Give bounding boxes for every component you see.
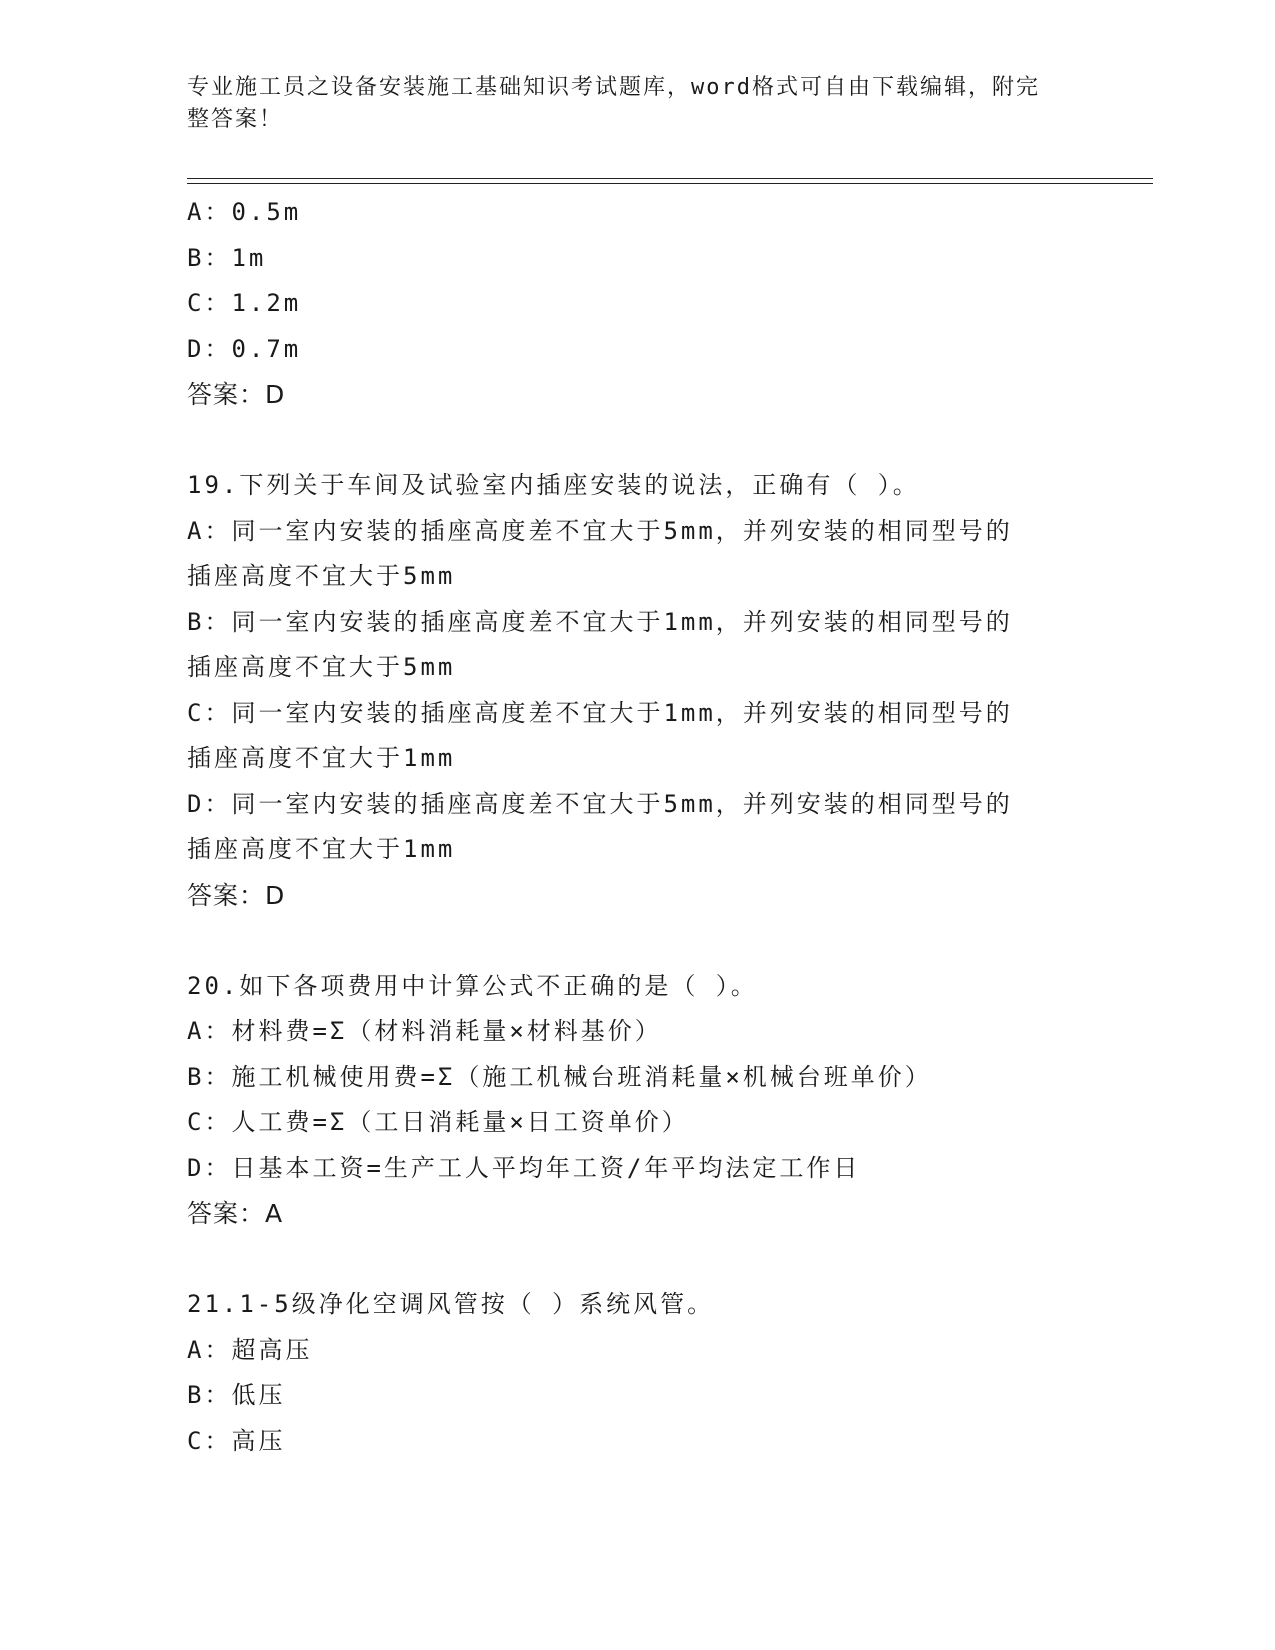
question-20 bbox=[187, 964, 1067, 1237]
q19-option-c-line1: C：同一室内安装的插座高度差不宜大于1mm，并列安装的相同型号的 bbox=[187, 698, 1013, 727]
header-rule-bottom bbox=[187, 183, 1153, 184]
question-21 bbox=[187, 1282, 1067, 1464]
q18-option-b: B：1m bbox=[187, 243, 267, 272]
spacer bbox=[187, 418, 1067, 464]
q19-option-c-line2: 插座高度不宜大于1mm bbox=[187, 744, 456, 772]
q21-question: 21.1-5级净化空调风管按（ ）系统风管。 bbox=[187, 1290, 715, 1318]
question-19 bbox=[187, 463, 1067, 918]
header-line-2: 整答案！ bbox=[187, 107, 284, 132]
q19-option-d-line2: 插座高度不宜大于1mm bbox=[187, 835, 456, 863]
q19-question: 19.下列关于车间及试验室内插座安装的说法，正确有（ ）。 bbox=[187, 471, 920, 499]
q20-option-b: B：施工机械使用费=Σ（施工机械台班消耗量×机械台班单价） bbox=[187, 1062, 932, 1091]
q18-option-d: D：0.7m bbox=[187, 334, 302, 363]
header-rule-top bbox=[187, 178, 1153, 179]
q18-option-c: C：1.2m bbox=[187, 289, 302, 317]
q19-option-a-line2: 插座高度不宜大于5mm bbox=[187, 562, 456, 590]
q18-answer: 答案：D bbox=[187, 380, 286, 409]
spacer bbox=[187, 918, 1067, 964]
question-content bbox=[187, 190, 1067, 1464]
q20-option-c: C：人工费=Σ（工日消耗量×日工资单价） bbox=[187, 1108, 689, 1136]
q21-option-c: C：高压 bbox=[187, 1426, 286, 1455]
q19-option-a-line1: A：同一室内安装的插座高度差不宜大于5mm，并列安装的相同型号的 bbox=[187, 516, 1013, 545]
spacer bbox=[187, 1237, 1067, 1283]
q20-question: 20.如下各项费用中计算公式不正确的是（ ）。 bbox=[187, 971, 758, 1000]
q19-answer: 答案：D bbox=[187, 880, 286, 910]
q20-option-a: A：材料费=Σ（材料消耗量×材料基价） bbox=[187, 1017, 662, 1045]
q19-option-b-line1: B：同一室内安装的插座高度差不宜大于1mm，并列安装的相同型号的 bbox=[187, 607, 1013, 636]
q21-option-b: B：低压 bbox=[187, 1381, 286, 1409]
q19-option-b-line2: 插座高度不宜大于5mm bbox=[187, 653, 456, 681]
q20-option-d: D：日基本工资=生产工人平均年工资/年平均法定工作日 bbox=[187, 1153, 861, 1182]
q21-option-a: A：超高压 bbox=[187, 1335, 313, 1364]
q20-answer: 答案：A bbox=[187, 1199, 284, 1228]
q19-option-d-line1: D：同一室内安装的插座高度差不宜大于5mm，并列安装的相同型号的 bbox=[187, 789, 1013, 818]
question-18-options bbox=[187, 190, 1067, 418]
header-line-1: 专业施工员之设备安装施工基础知识考试题库，word格式可自由下载编辑，附完 bbox=[187, 75, 1040, 100]
document-header bbox=[187, 72, 1067, 136]
q18-option-a: A：0.5m bbox=[187, 198, 302, 226]
